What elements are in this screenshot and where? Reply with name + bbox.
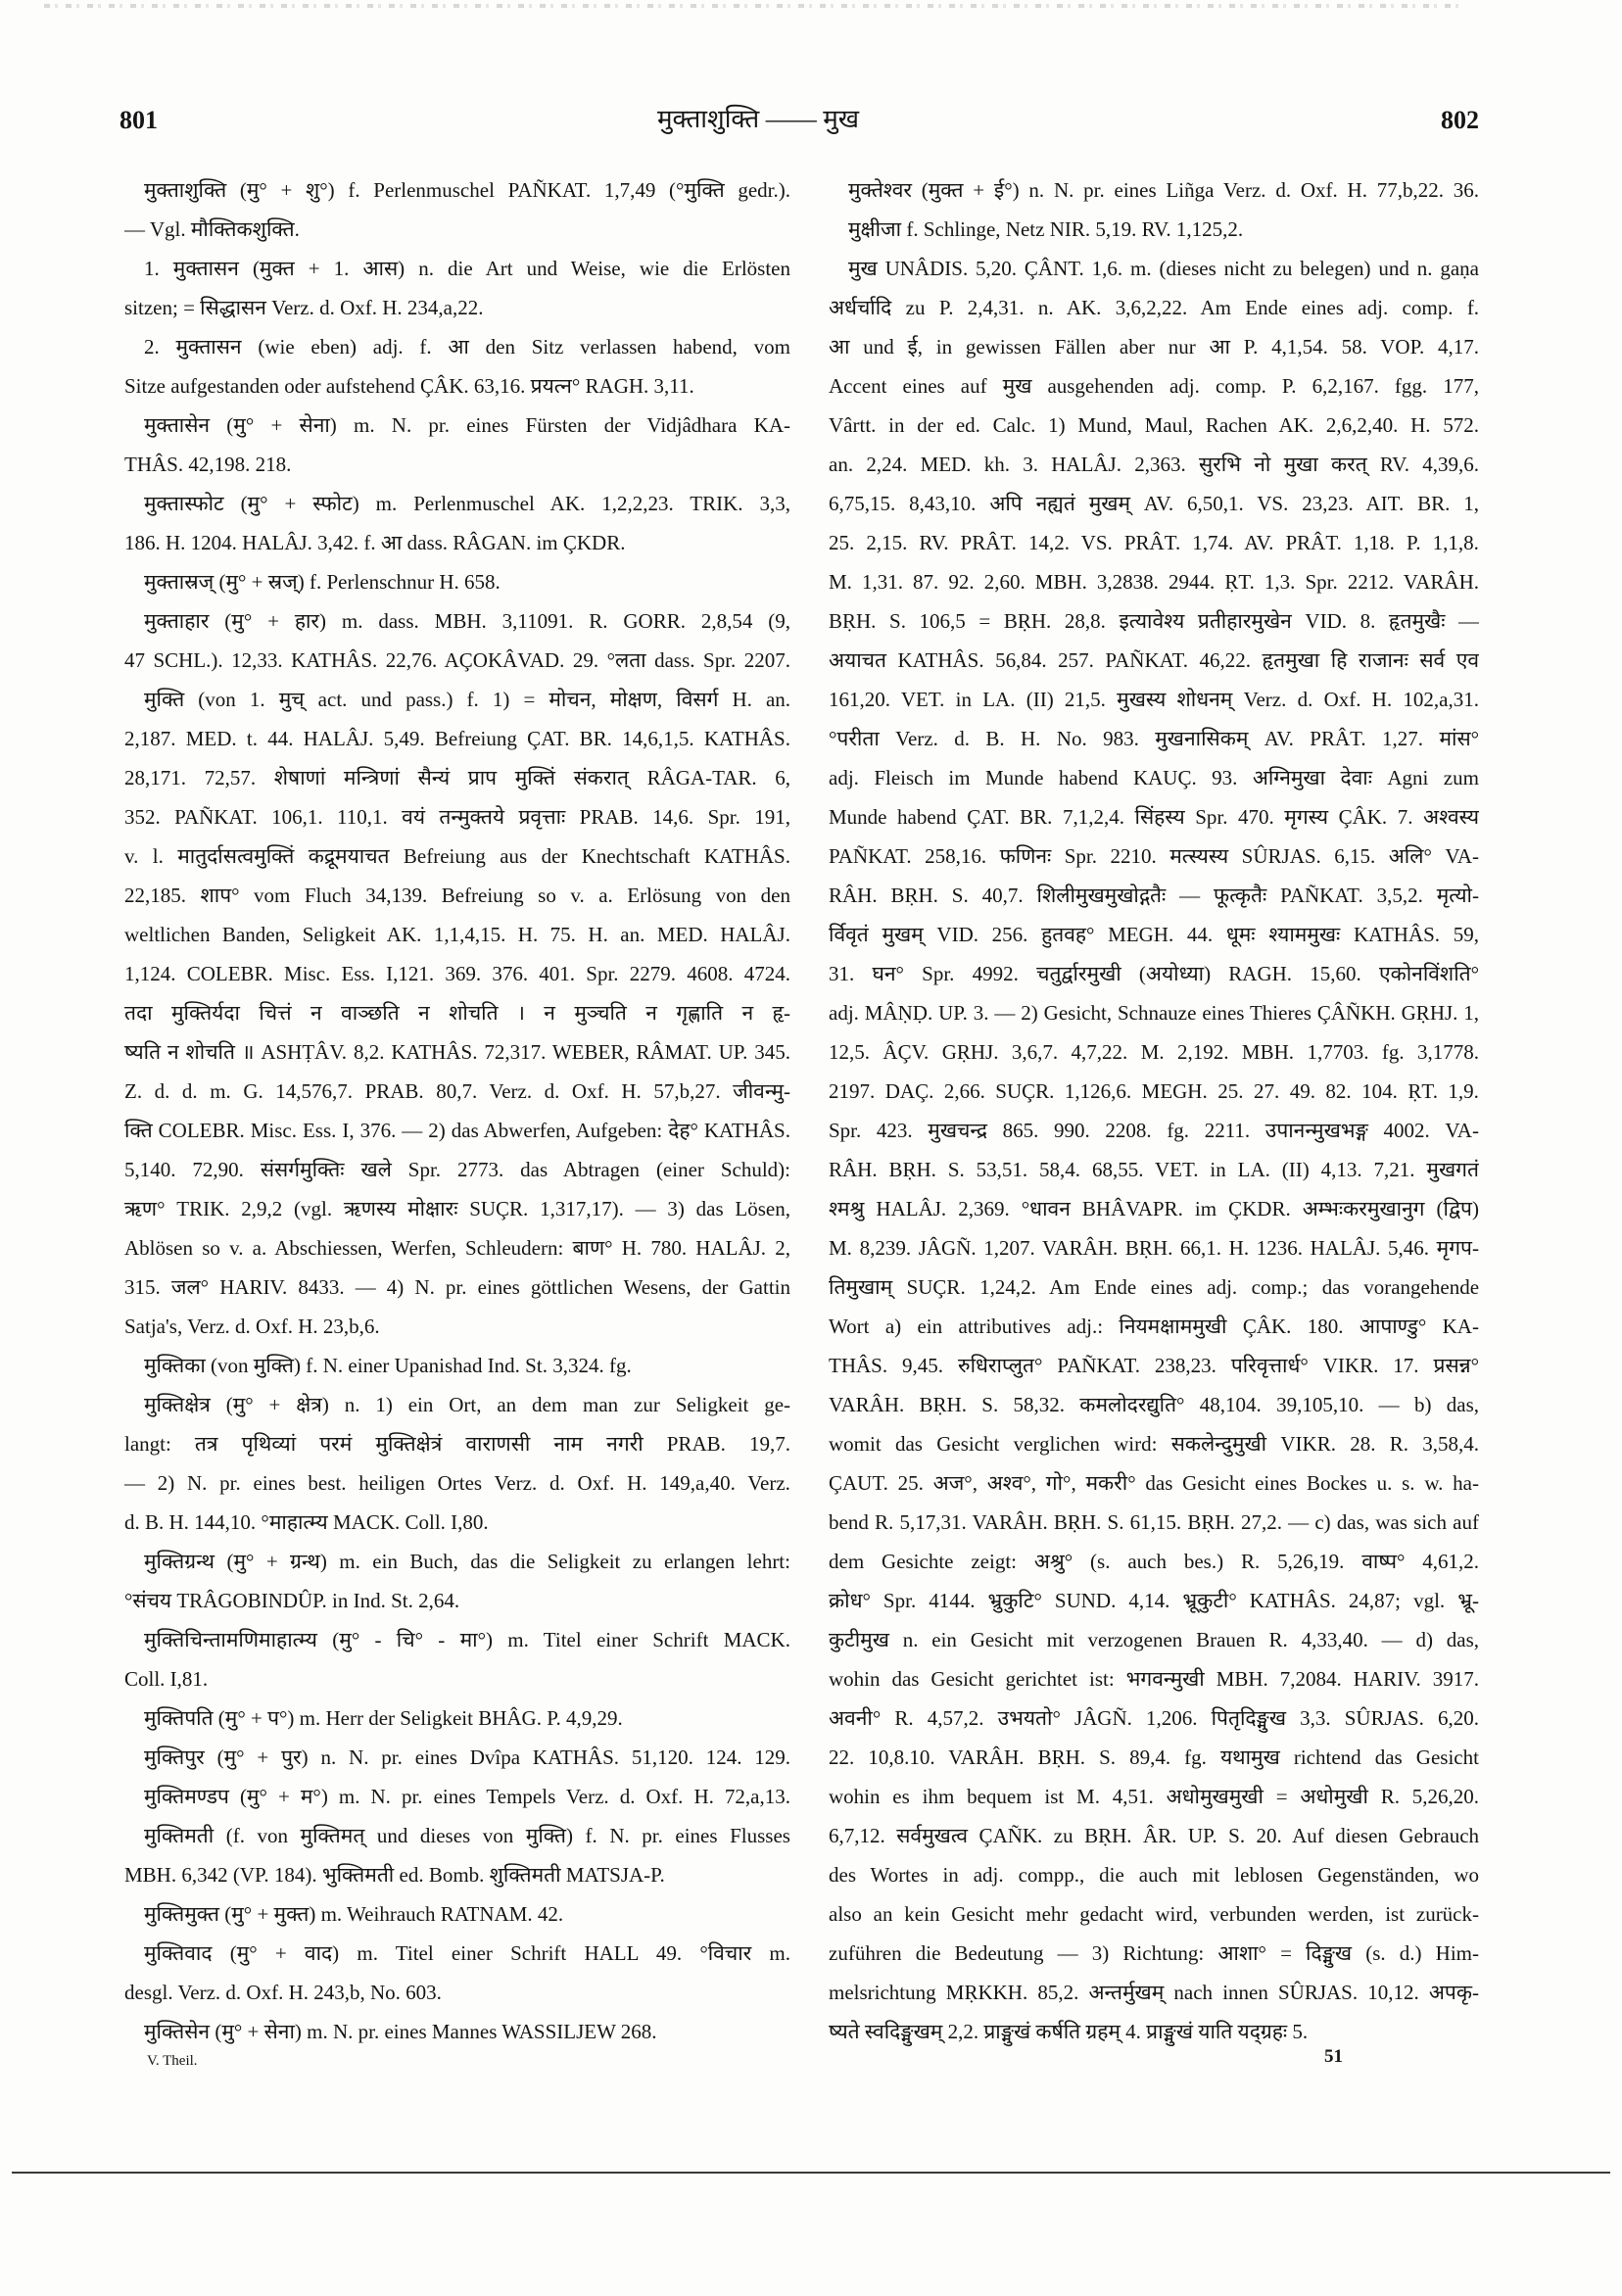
line-text: अयाचत KATHÂS. 56,84. 257. PAÑKAT. 46,22. हृतमुखा हि राजानः सर्व एव — [829, 648, 1479, 672]
dictionary-entry — [124, 406, 790, 484]
dictionary-entry — [829, 210, 1479, 249]
line-text: 1,124. COLEBR. Misc. Ess. I,121. 369. 376. 401. Spr. 2279. 4608. 4724. — [124, 962, 790, 985]
dictionary-entry — [124, 1816, 790, 1894]
entry-continuation-line — [829, 1032, 1479, 1072]
line-text: मुक्तेश्वर (मुक्त + ई°) n. N. pr. eines Liñga Verz. d. Oxf. H. 77,b,22. 36. — [848, 178, 1479, 202]
entry-continuation-line — [124, 758, 790, 797]
entry-continuation-line — [829, 1738, 1479, 1777]
dictionary-entry — [124, 170, 790, 249]
entry-continuation-line — [829, 797, 1479, 837]
dictionary-entry — [124, 1620, 790, 1698]
entry-continuation-line — [124, 1581, 790, 1620]
entry-continuation-line — [124, 445, 790, 484]
line-text: मुक्तिग्रन्थ (मु° + ग्रन्थ) m. ein Buch, das die Seligkeit zu erlangen lehrt: — [144, 1550, 790, 1573]
scan-edge-artifact — [44, 4, 1464, 8]
line-text: 2. मुक्तासन (wie eben) adj. f. आ den Sitz verlassen habend, vom — [144, 335, 790, 359]
entry-continuation-line — [829, 758, 1479, 797]
dictionary-entry — [124, 1738, 790, 1777]
line-text: °संचय TRÂGOBINDÛP. in Ind. St. 2,64. — [124, 1589, 460, 1612]
line-text: Accent eines auf मुख ausgehenden adj. comp. P. 6,2,167. fgg. 177, — [829, 374, 1479, 398]
line-text: मुक्तिमण्डप (मु° + म°) m. N. pr. eines Tempels Verz. d. Oxf. H. 72,a,13. — [144, 1785, 790, 1808]
line-text: 22. 10,8.10. VARÂH. BṚH. S. 89,4. fg. यथामुख richtend das Gesicht — [829, 1746, 1479, 1769]
entry-continuation-line — [829, 1228, 1479, 1268]
line-text: मुक्तिका (von मुक्ति) f. N. einer Upanishad Ind. St. 3,324. fg. — [144, 1354, 632, 1377]
entry-continuation-line — [829, 954, 1479, 993]
entry-continuation-line — [124, 1855, 790, 1894]
line-text: मुख UNÂDIS. 5,20. ÇÂNT. 1,6. m. (dieses nicht zu belegen) und n. gaṇa — [848, 257, 1479, 280]
line-text: 6,75,15. 8,43,10. अपि नह्यतं मुखम् AV. 6,50,1. VS. 23,23. AIT. BR. 1, — [829, 492, 1479, 515]
entry-continuation-line — [124, 1973, 790, 2012]
line-text: 12,5. ÂÇV. GṚHJ. 3,6,7. 4,7,22. M. 2,192. MBH. 1,7703. fg. 3,1778. — [829, 1040, 1479, 1064]
entry-continuation-line — [829, 1855, 1479, 1894]
entry-continuation-line — [124, 1424, 790, 1463]
line-text: Z. d. d. m. G. 14,576,7. PRAB. 80,7. Verz. d. Oxf. H. 57,b,27. जीवन्मु- — [124, 1079, 790, 1103]
line-text: मुक्तिपति (मु° + प°) m. Herr der Seligkeit BHÂG. P. 4,9,29. — [144, 1706, 623, 1730]
entry-continuation-line — [829, 1307, 1479, 1346]
entry-headword-line — [829, 249, 1479, 288]
entry-continuation-line — [829, 1934, 1479, 1973]
dictionary-entry — [124, 680, 790, 1346]
dictionary-entry — [829, 170, 1479, 210]
entry-continuation-line — [829, 993, 1479, 1032]
line-text: wohin es ihm bequem ist M. 4,51. अधोमुखमुखी = अधोमुखी R. 5,26,20. — [829, 1785, 1479, 1808]
entry-headword-line — [124, 1934, 790, 1973]
entry-continuation-line — [829, 1189, 1479, 1228]
line-text: an. 2,24. MED. kh. 3. HALÂJ. 2,363. सुरभि नो मुखा करत् RV. 4,39,6. — [829, 453, 1479, 476]
entry-headword-line — [124, 170, 790, 210]
entry-continuation-line — [829, 1111, 1479, 1150]
entry-continuation-line — [829, 641, 1479, 680]
line-text: मुक्ताहार (मु° + हार) m. dass. MBH. 3,11091. R. GORR. 2,8,54 (9, — [144, 609, 790, 633]
line-text: 315. जल° HARIV. 8433. — 4) N. pr. eines göttlichen Wesens, der Gattin — [124, 1275, 790, 1299]
dictionary-entry — [124, 249, 790, 327]
entry-continuation-line — [829, 1816, 1479, 1855]
line-text: मुक्ति (von 1. मुच् act. und pass.) f. 1) = मोचन, मोक्षण, विसर्ग H. an. — [144, 688, 790, 711]
line-text: मुक्तिक्षेत्र (मु° + क्षेत्र) n. 1) ein Ort, an dem man zur Seligkeit ge- — [144, 1393, 790, 1416]
entry-continuation-line — [829, 445, 1479, 484]
line-text: °परीता Verz. d. B. H. No. 983. मुखनासिकम् AV. PRÂT. 1,27. मांस° — [829, 727, 1479, 750]
entry-continuation-line — [829, 1542, 1479, 1581]
entry-continuation-line — [829, 1503, 1479, 1542]
entry-headword-line — [124, 601, 790, 641]
line-text: Munde habend ÇAT. BR. 7,1,2,4. सिंहस्य Spr. 470. मृगस्य ÇÂK. 7. अश्वस्य — [829, 805, 1479, 829]
entry-headword-line — [124, 1620, 790, 1659]
entry-continuation-line — [124, 288, 790, 327]
line-text: श्मश्रु HALÂJ. 2,369. °धावन BHÂVAPR. im ÇKDR. अम्भःकरमुखानुग (द्विप) — [829, 1197, 1479, 1220]
line-text: 352. PAÑKAT. 106,1. 110,1. वयं तन्मुक्तये प्रवृत्ताः PRAB. 14,6. Spr. 191, — [124, 805, 790, 829]
line-text: 47 SCHL.). 12,33. KATHÂS. 22,76. AÇOKÂVAD. 29. °लता dass. Spr. 2207. — [124, 648, 790, 672]
dictionary-entry — [124, 2012, 790, 2051]
entry-headword-line — [829, 170, 1479, 210]
line-text: wohin das Gesicht gerichtet ist: भगवन्मुखी MBH. 7,2084. HARIV. 3917. — [829, 1667, 1479, 1691]
entry-continuation-line — [124, 1032, 790, 1072]
entry-headword-line — [124, 1894, 790, 1934]
line-text: तदा मुक्तिर्यदा चित्तं न वाञ्छति न शोचति । न मुञ्चति न गृह्णाति न हृ- — [124, 1001, 790, 1025]
entry-continuation-line — [829, 1973, 1479, 2012]
dictionary-entry — [124, 1385, 790, 1542]
entry-continuation-line — [829, 562, 1479, 601]
line-text: 2197. DAÇ. 2,66. SUÇR. 1,126,6. MEGH. 25. 27. 49. 82. 104. ṚT. 1,9. — [829, 1079, 1479, 1103]
line-text: मुक्तिमुक्त (मु° + मुक्त) m. Weihrauch RATNAM. 42. — [144, 1902, 564, 1926]
entry-continuation-line — [124, 1463, 790, 1503]
volume-mark: V. Theil. — [147, 2053, 198, 2069]
entry-continuation-line — [124, 1503, 790, 1542]
left-text-column — [124, 170, 790, 2051]
line-text: 1. मुक्तासन (मुक्त + 1. आस) n. die Art und Weise, wie die Erlösten — [144, 257, 790, 280]
entry-headword-line — [124, 1738, 790, 1777]
entry-continuation-line — [829, 837, 1479, 876]
line-text: 2,187. MED. t. 44. HALÂJ. 5,49. Befreiung ÇAT. BR. 14,6,1,5. KATHÂS. — [124, 727, 790, 750]
entry-headword-line — [124, 406, 790, 445]
entry-continuation-line — [124, 1307, 790, 1346]
line-text: d. B. H. 144,10. °माहात्म्य MACK. Coll. I,80. — [124, 1510, 489, 1534]
line-text: BṚH. S. 106,5 = BṚH. 28,8. इत्यावेश्य प्रतीहारमुखेन VID. 8. हृतमुखैः — — [829, 609, 1479, 633]
line-text: THÂS. 42,198. 218. — [124, 453, 292, 476]
line-text: langt: तत्र पृथिव्यां परमं मुक्तिक्षेत्रं वाराणसी नाम नगरी PRAB. 19,7. — [124, 1432, 790, 1456]
entry-continuation-line — [124, 954, 790, 993]
line-text: क्रोध° Spr. 4144. भ्रुकुटि° SUND. 4,14. भ्रूकुटी° KATHÂS. 24,87; vgl. भ्रू- — [829, 1589, 1479, 1612]
entry-headword-line — [124, 1816, 790, 1855]
entry-continuation-line — [124, 366, 790, 406]
entry-continuation-line — [124, 993, 790, 1032]
entry-continuation-line — [829, 1268, 1479, 1307]
line-text: अवनी° R. 4,57,2. उभयतो° JÂGÑ. 1,206. पितृदिङ्मुख 3,3. SÛRJAS. 6,20. — [829, 1706, 1479, 1730]
left-page-number: 801 — [119, 106, 158, 134]
entry-continuation-line — [829, 1424, 1479, 1463]
entry-continuation-line — [124, 523, 790, 562]
entry-continuation-line — [829, 1150, 1479, 1189]
line-text: Vârtt. in der ed. Calc. 1) Mund, Maul, Rachen AK. 2,6,2,40. H. 572. — [829, 413, 1479, 437]
entry-continuation-line — [124, 1150, 790, 1189]
line-text: अर्धर्चादि zu P. 2,4,31. n. AK. 3,6,2,22. Am Ende eines adj. comp. f. — [829, 296, 1479, 319]
line-text: 22,185. शाप° vom Fluch 34,139. Befreiung so v. a. Erlösung von den — [124, 884, 790, 907]
line-text: मुक्तिपुर (मु° + पुर) n. N. pr. eines Dvîpa KATHÂS. 51,120. 124. 129. — [144, 1746, 790, 1769]
entry-continuation-line — [829, 876, 1479, 915]
line-text: आ und ई, in gewissen Fällen aber nur आ P. 4,1,54. 58. VOP. 4,17. — [829, 335, 1479, 359]
entry-continuation-line — [829, 1463, 1479, 1503]
entry-continuation-line — [829, 1620, 1479, 1659]
entry-continuation-line — [124, 915, 790, 954]
entry-continuation-line — [829, 1698, 1479, 1738]
line-text: melsrichtung MṚKKH. 85,2. अन्तर्मुखम् nach innen SÛRJAS. 10,12. अपकृ- — [829, 1981, 1479, 2004]
entry-continuation-line — [829, 366, 1479, 406]
entry-continuation-line — [124, 837, 790, 876]
entry-continuation-line — [829, 2012, 1479, 2051]
entry-continuation-line — [829, 915, 1479, 954]
entry-continuation-line — [829, 1346, 1479, 1385]
line-text: मुक्तिचिन्तामणिमाहात्म्य (मु° - चि° - मा°) m. Titel einer Schrift MACK. — [144, 1628, 790, 1651]
running-head: मुक्ताशुक्ति —— मुख — [656, 105, 860, 133]
line-text: — 2) N. pr. eines best. heiligen Ortes Verz. d. Oxf. H. 149,a,40. Verz. — [124, 1471, 790, 1495]
line-text: मुक्तिमती (f. von मुक्तिमत् und dieses von मुक्ति) f. N. pr. eines Flusses — [144, 1824, 790, 1847]
line-text: तिमुखाम् SUÇR. 1,24,2. Am Ende eines adj. comp.; das vorangehende — [829, 1275, 1479, 1299]
line-text: MBH. 6,342 (VP. 184). भुक्तिमती ed. Bomb. शुक्तिमती MATSJA-P. — [124, 1863, 665, 1887]
dictionary-entry — [124, 1894, 790, 1934]
line-text: Ablösen so v. a. Abschiessen, Werfen, Schleudern: बाण° H. 780. HALÂJ. 2, — [124, 1236, 790, 1260]
line-text: मुक्तिवाद (मु° + वाद) m. Titel einer Schrift HALL 49. °विचार m. — [144, 1941, 790, 1965]
line-text: also an kein Gesicht mehr gedacht wird, verbunden werden, ist zurück- — [829, 1902, 1479, 1926]
line-text: adj. MÂṆḌ. UP. 3. — 2) Gesicht, Schnauze eines Thieres ÇÂÑKH. GṚHJ. 1, — [829, 1001, 1479, 1025]
line-text: 28,171. 72,57. शेषाणां मन्त्रिणां सैन्यं प्राप मुक्तिं संकरात् RÂGA-TAR. 6, — [124, 766, 790, 789]
dictionary-entry — [124, 1542, 790, 1620]
line-text: क्ति COLEBR. Misc. Ess. I, 376. — 2) das Abwerfen, Aufgeben: देह° KATHÂS. — [124, 1119, 790, 1142]
entry-continuation-line — [829, 523, 1479, 562]
dictionary-entry — [124, 601, 790, 680]
line-text: zuführen die Bedeutung — 3) Richtung: आशा° = दिङ्मुख (s. d.) Him- — [829, 1941, 1479, 1965]
line-text: र्विवृतं मुखम् VID. 256. हुतवह° MEGH. 44. धूमः श्याममुखः KATHÂS. 59, — [829, 923, 1479, 946]
line-text: 25. 2,15. RV. PRÂT. 14,2. VS. PRÂT. 1,74. AV. PRÂT. 1,18. P. 1,1,8. — [829, 531, 1479, 554]
line-text: M. 1,31. 87. 92. 2,60. MBH. 3,2838. 2944. ṚT. 1,3. Spr. 2212. VARÂH. — [829, 570, 1479, 594]
line-text: मुक्तास्फोट (मु° + स्फोट) m. Perlenmuschel AK. 1,2,2,23. TRIK. 3,3, — [144, 492, 790, 515]
line-text: मुक्षीजा f. Schlinge, Netz NIR. 5,19. RV. 1,125,2. — [848, 217, 1244, 241]
line-text: कुटीमुख n. ein Gesicht mit verzogenen Brauen R. 4,33,40. — d) das, — [829, 1628, 1479, 1651]
entry-continuation-line — [124, 641, 790, 680]
entry-continuation-line — [829, 601, 1479, 641]
entry-headword-line — [124, 484, 790, 523]
entry-continuation-line — [829, 484, 1479, 523]
entry-continuation-line — [829, 680, 1479, 719]
entry-continuation-line — [124, 1659, 790, 1698]
right-page-number: 802 — [1441, 106, 1479, 134]
entry-continuation-line — [829, 406, 1479, 445]
line-text: PAÑKAT. 258,16. फणिनः Spr. 2210. मत्स्यस्य SÛRJAS. 6,15. अलि° VA- — [829, 844, 1479, 868]
line-text: मुक्तिसेन (मु° + सेना) m. N. pr. eines Mannes WASSILJEW 268. — [144, 2020, 657, 2043]
right-text-column — [829, 170, 1479, 2051]
line-text: sitzen; = सिद्धासन Verz. d. Oxf. H. 234,a,22. — [124, 296, 484, 319]
entry-continuation-line — [829, 1894, 1479, 1934]
entry-continuation-line — [829, 1385, 1479, 1424]
entry-headword-line — [124, 327, 790, 366]
dictionary-entry — [124, 1698, 790, 1738]
line-text: 5,140. 72,90. संसर्गमुक्तिः खले Spr. 2773. das Abtragen (einer Schuld): — [124, 1158, 790, 1181]
entry-headword-line — [124, 2012, 790, 2051]
line-text: Sitze aufgestanden oder aufstehend ÇÂK. 63,16. प्रयत्न° RAGH. 3,11. — [124, 374, 694, 398]
dictionary-entry — [124, 484, 790, 562]
line-text: M. 8,239. JÂGÑ. 1,207. VARÂH. BṚH. 66,1. H. 1236. HALÂJ. 5,46. मृगप- — [829, 1236, 1479, 1260]
line-text: RÂH. BṚH. S. 40,7. शिलीमुखमुखोद्गतैः — फूत्कृतैः PAÑKAT. 3,5,2. मृत्यो- — [829, 884, 1479, 907]
line-text: — Vgl. मौक्तिकशुक्ति. — [124, 217, 300, 241]
entry-headword-line — [124, 249, 790, 288]
line-text: मुक्ताशुक्ति (मु° + शु°) f. Perlenmuschel PAÑKAT. 1,7,49 (°मुक्ति gedr.). — [144, 178, 790, 202]
line-text: desgl. Verz. d. Oxf. H. 243,b, No. 603. — [124, 1981, 442, 2004]
line-text: weltlichen Banden, Seligkeit AK. 1,1,4,15. H. 75. H. an. MED. HALÂJ. — [124, 923, 790, 946]
entry-headword-line — [124, 1385, 790, 1424]
entry-headword-line — [124, 562, 790, 601]
line-text: dem Gesichte zeigt: अश्रु° (s. auch bes.) R. 5,26,19. वाष्प° 4,61,2. — [829, 1550, 1479, 1573]
line-text: VARÂH. BṚH. S. 58,32. कमलोदरद्युति° 48,104. 39,105,10. — b) das, — [829, 1393, 1479, 1416]
line-text: Coll. I,81. — [124, 1667, 209, 1691]
line-text: THÂS. 9,45. रुधिराप्लुत° PAÑKAT. 238,23. परिवृत्तार्ध° VIKR. 17. प्रसन्न° — [829, 1354, 1479, 1377]
entry-continuation-line — [124, 1072, 790, 1111]
entry-headword-line — [124, 680, 790, 719]
entry-continuation-line — [829, 1072, 1479, 1111]
line-text: ष्यति न शोचति ॥ ASHṬÂV. 8,2. KATHÂS. 72,317. WEBER, RÂMAT. UP. 345. — [124, 1040, 790, 1064]
entry-continuation-line — [124, 1111, 790, 1150]
line-text: मुक्तासेन (मु° + सेना) m. N. pr. eines Fürsten der Vidjâdhara KA- — [144, 413, 790, 437]
dictionary-entry — [829, 249, 1479, 2051]
entry-continuation-line — [124, 1228, 790, 1268]
line-text: ऋण° TRIK. 2,9,2 (vgl. ऋणस्य मोक्षारः SUÇR. 1,317,17). — 3) das Lösen, — [124, 1197, 790, 1220]
entry-continuation-line — [829, 719, 1479, 758]
line-text: bend R. 5,17,31. VARÂH. BṚH. S. 61,15. BṚH. 27,2. — c) das, was sich auf — [829, 1510, 1479, 1534]
entry-headword-line — [124, 1698, 790, 1738]
line-text: ष्यते स्वदिङ्मुखम् 2,2. प्राङ्मुखं कर्षति ग्रहम् 4. प्राङ्मुखं याति यद्ग्रहः 5. — [829, 2020, 1309, 2043]
line-text: Satja's, Verz. d. Oxf. H. 23,b,6. — [124, 1315, 380, 1338]
line-text: 186. H. 1204. HALÂJ. 3,42. f. आ dass. RÂGAN. im ÇKDR. — [124, 531, 626, 554]
entry-headword-line — [124, 1542, 790, 1581]
line-text: 31. घन° Spr. 4992. चतुर्द्वारमुखी (अयोध्या) RAGH. 15,60. एकोनविंशति° — [829, 962, 1479, 985]
line-text: des Wortes in adj. compp., die auch mit leblosen Gegenständen, wo — [829, 1863, 1479, 1887]
line-text: ÇAUT. 25. अज°, अश्व°, गो°, मकरी° das Gesicht eines Bockes u. s. w. ha- — [829, 1471, 1479, 1495]
dictionary-entry — [124, 1777, 790, 1816]
bottom-rule — [12, 2172, 1610, 2174]
line-text: 6,7,12. सर्वमुखत्व ÇAÑK. zu BṚH. ÂR. UP. S. 20. Auf diesen Gebrauch — [829, 1824, 1479, 1847]
dictionary-entry — [124, 1934, 790, 2012]
entry-continuation-line — [829, 1659, 1479, 1698]
line-text: womit das Gesicht verglichen wird: सकलेन्दुमुखी VIKR. 28. R. 3,58,4. — [829, 1432, 1479, 1456]
line-text: Spr. 423. मुखचन्द्र 865. 990. 2208. fg. 2211. उपानन्मुखभङ्ग 4002. VA- — [829, 1119, 1479, 1142]
entry-continuation-line — [829, 1777, 1479, 1816]
line-text: 161,20. VET. in LA. (II) 21,5. मुखस्य शोधनम् Verz. d. Oxf. H. 102,a,31. — [829, 688, 1479, 711]
entry-continuation-line — [124, 210, 790, 249]
entry-headword-line — [124, 1777, 790, 1816]
dictionary-entry — [124, 1346, 790, 1385]
entry-continuation-line — [124, 797, 790, 837]
line-text: मुक्तास्रज् (मु° + स्रज्) f. Perlenschnur H. 658. — [144, 570, 501, 594]
entry-continuation-line — [124, 876, 790, 915]
entry-continuation-line — [829, 327, 1479, 366]
sheet-number: 51 — [1324, 2046, 1343, 2067]
entry-continuation-line — [124, 719, 790, 758]
line-text: adj. Fleisch im Munde habend KAUÇ. 93. अग्निमुखा देवाः Agni zum — [829, 766, 1479, 789]
dictionary-entry — [124, 327, 790, 406]
entry-continuation-line — [124, 1189, 790, 1228]
entry-continuation-line — [124, 1268, 790, 1307]
line-text: RÂH. BṚH. S. 53,51. 58,4. 68,55. VET. in LA. (II) 4,13. 7,21. मुखगतं — [829, 1158, 1479, 1181]
dictionary-entry — [124, 562, 790, 601]
entry-headword-line — [829, 210, 1479, 249]
line-text: v. l. मातुर्दासत्वमुक्तिं कद्रूमयाचत Befreiung aus der Knechtschaft KATHÂS. — [124, 844, 790, 868]
entry-headword-line — [124, 1346, 790, 1385]
entry-continuation-line — [829, 288, 1479, 327]
entry-continuation-line — [829, 1581, 1479, 1620]
line-text: Wort a) ein attributives adj.: नियमक्षाममुखी ÇÂK. 180. आपाण्डु° KA- — [829, 1315, 1479, 1338]
